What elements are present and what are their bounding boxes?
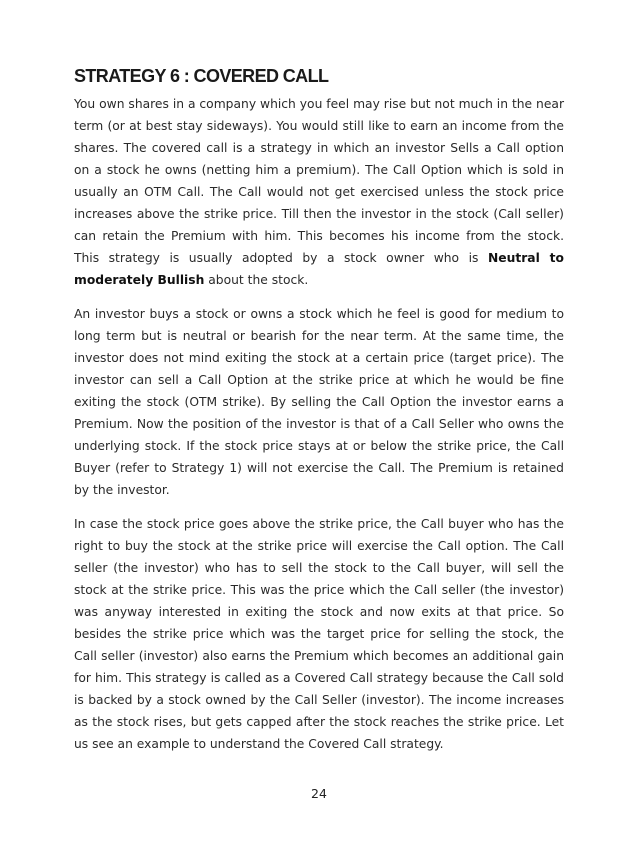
paragraph-1-text: You own shares in a company which you feel may rise but not much in the near term (or at best stay sideways). You would still like to earn an income from the shares. The covered call is a strategy in which an investor Sells a Call option on a stock he owns (netting him a premium). The Call Option which is sold in usually an OTM Call. The Call would not get exercised unless the stock price increases above the strike price. Till then the investor in the stock (Call seller) can retain the Premium with him. This becomes his income from the stock. This strategy is usually adopted by a stock owner who is [74,97,564,265]
paragraph-1-text-end: about the stock. [204,273,309,287]
paragraph-1 [74,93,564,291]
page-title: STRATEGY 6 : COVERED CALL [74,66,329,86]
paragraph-2: An investor buys a stock or owns a stock which he feel is good for medium to long term but is neutral or bearish for the near term. At the same time, the investor does not mind exiting the stock at a certain price (target price). The investor can sell a Call Option at the strike price at which he would be fine exiting the stock (OTM strike). By selling the Call Option the investor earns a Premium. Now the position of the investor is that of a Call Seller who owns the underlying stock. If the stock price stays at or below the strike price, the Call Buyer (refer to Strategy 1) will not exercise the Call. The Premium is retained by the investor. [74,307,564,497]
body-text [74,93,564,767]
paragraph-1-bold-text: Neutral to moderately Bullish [74,251,564,287]
page-number: 24 [311,786,327,801]
paragraph-3: In case the stock price goes above the strike price, the Call buyer who has the right to buy the stock at the strike price will exercise the Call option. The Call seller (the investor) who has to sell the stock to the Call buyer, will sell the stock at the strike price. This was the price which the Call seller (the investor) was anyway interested in exiting the stock and now exits at that price. So besides the strike price which was the target price for selling the stock, the Call seller (investor) also earns the Premium which becomes an additional gain for him. This strategy is called as a Covered Call strategy because the Call sold is backed by a stock owned by the Call Seller (investor). The income increases as the stock rises, but gets capped after the stock reaches the strike price. Let us see an example to understand the Covered Call strategy. [74,517,564,751]
